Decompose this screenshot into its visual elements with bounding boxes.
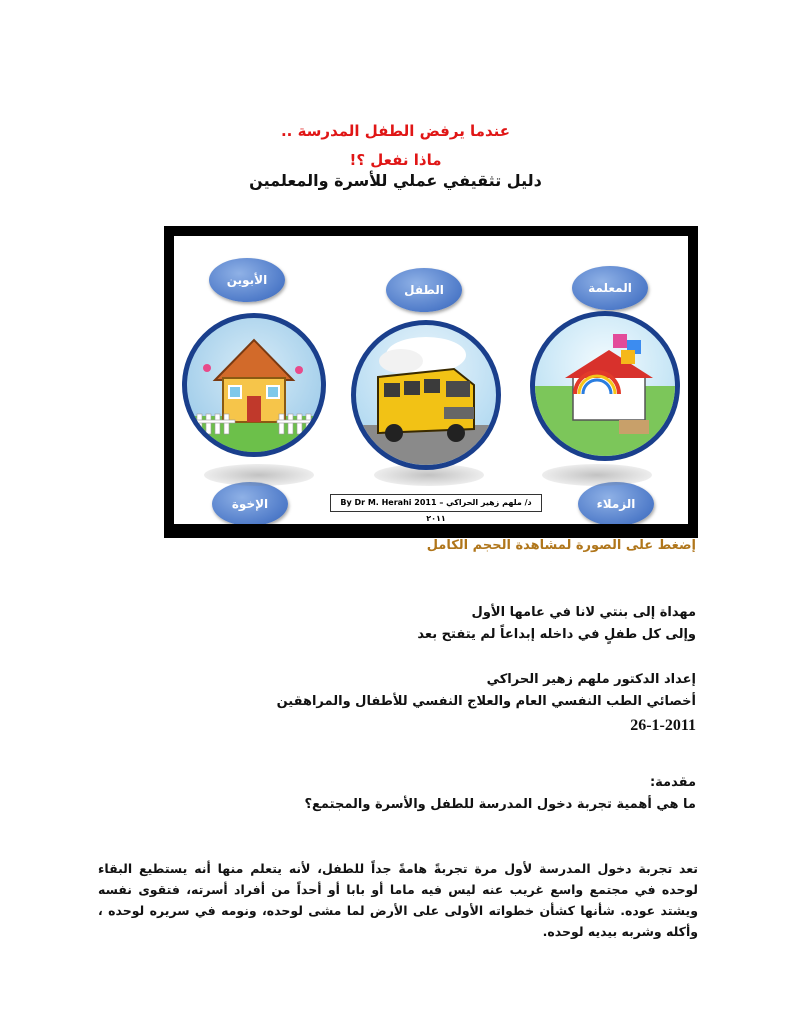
title-line-2: ماذا نفعل ؟! [349, 151, 442, 169]
circle-shadow [542, 464, 652, 486]
bubble-teacher: المعلمة [572, 266, 648, 310]
bubble-siblings: الإخوة [212, 482, 288, 524]
illustration-canvas [174, 236, 688, 524]
circle-shadow [204, 464, 314, 486]
bubble-peers: الزملاء [578, 482, 654, 524]
intro-question: ما هي أهمية تجربة دخول المدرسة للطفل والأسرة والمجتمع؟ [304, 797, 696, 812]
house-circle [182, 313, 326, 457]
title-line-1: عندما يرفض الطفل المدرسة .. [280, 122, 511, 140]
dedication-line-2: وإلى كل طفلٍ في داخله إبداعاً لم يتفتح بعد [417, 627, 696, 642]
body-paragraph: تعد تجربة دخول المدرسة لأول مرة تجربةً هامةً جداً للطفل، لأنه يتعلم منها أنه يستطيع البقاء لوحده في مجتمع واسع غريب عنه ليس فيه ماما أو بابا أو أحداً من أفراد أسرته، فتقوى نفسه ويشتد عوده. شأنها كشأن خطواته الأولى على الأرض لما مشى لوحده، ونومه في سريره لوحده ، وأكله وشربه بيديه لوحده. [98, 861, 698, 939]
bubble-parents: الأبوين [209, 258, 285, 302]
intro-heading: مقدمة: [649, 775, 696, 790]
author-line-2: أخصائي الطب النفسي العام والعلاج النفسي للأطفال والمراهقين [276, 694, 696, 709]
school-icon [535, 316, 675, 456]
illustration-figure[interactable] [164, 226, 698, 538]
bubble-child: الطفل [386, 268, 462, 312]
house-icon [187, 318, 321, 452]
author-line-1: إعداد الدكتور ملهم زهير الحراكي [486, 672, 696, 687]
figure-byline: By Dr M. Herahi 2011 د/ ملهم زهير الحراكي – ٢٠١١ [330, 494, 542, 512]
view-full-size-link[interactable]: إضغط على الصورة لمشاهدة الحجم الكامل [426, 538, 696, 553]
dedication-line-1: مهداة إلى بنتي لانا في عامها الأول [471, 605, 696, 620]
publication-date: 26-1-2011 [630, 717, 696, 734]
subtitle: دليل تثقيفي عملي للأسرة والمعلمين [249, 171, 542, 190]
bus-circle [351, 320, 501, 470]
school-circle [530, 311, 680, 461]
school-bus-icon [356, 325, 496, 465]
